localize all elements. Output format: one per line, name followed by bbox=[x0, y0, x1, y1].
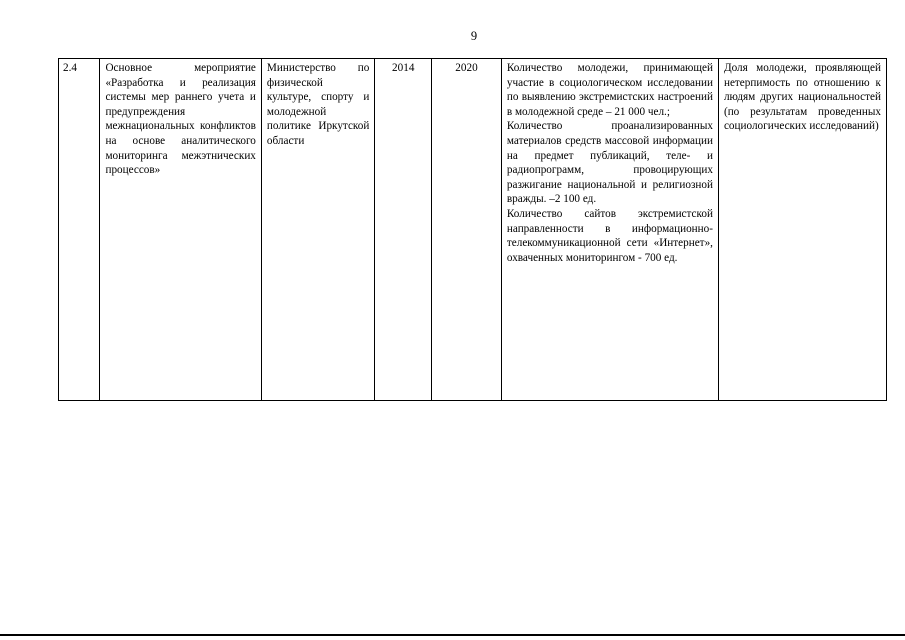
executor-text: Министерство по физической культуре, спорту и молодежной политике Иркутской области bbox=[266, 62, 370, 147]
indicator-extremist-sites: Количество сайтов экстремистской направленности в информационно-телекоммуникационной сети «Интернет», охваченных мониторингом - 700 ед. bbox=[506, 207, 713, 264]
page-number: 9 bbox=[470, 29, 478, 43]
bottom-edge-rule bbox=[0, 634, 905, 640]
executor-cell bbox=[261, 59, 374, 401]
table-row bbox=[59, 59, 887, 401]
indicators-cell bbox=[501, 59, 718, 401]
start-year: 2014 bbox=[392, 62, 415, 74]
end-year: 2020 bbox=[455, 62, 478, 74]
target-indicator-text: Доля молодежи, проявляющей нетерпимость по отношению к людям других национальностей (по результатам проведенных социологических исследований) bbox=[723, 62, 881, 133]
row-number-cell bbox=[59, 59, 100, 401]
end-year-cell bbox=[432, 59, 502, 401]
event-cell bbox=[100, 59, 261, 401]
program-table bbox=[58, 58, 887, 401]
indicator-youth-survey: Количество молодежи, принимающей участие в социологическом исследовании по выявлению экстремистских настроений в молодежной среде – 21 000 чел.; bbox=[506, 62, 713, 118]
indicator-media-analysis: Количество проанализированных материалов средств массовой информации на предмет публикаций, теле- и радиопрограмм, провоцирующих разжигание национальной и религиозной вражды. –2 100 ед. bbox=[506, 120, 713, 206]
target-indicator-cell bbox=[718, 59, 886, 401]
start-year-cell bbox=[375, 59, 432, 401]
row-number: 2.4 bbox=[63, 62, 77, 74]
event-text: Основное мероприятие «Разработка и реализация системы мер раннего учета и предупреждения межнациональных конфликтов на основе аналитического мониторинга межэтнических процессов» bbox=[105, 62, 256, 177]
